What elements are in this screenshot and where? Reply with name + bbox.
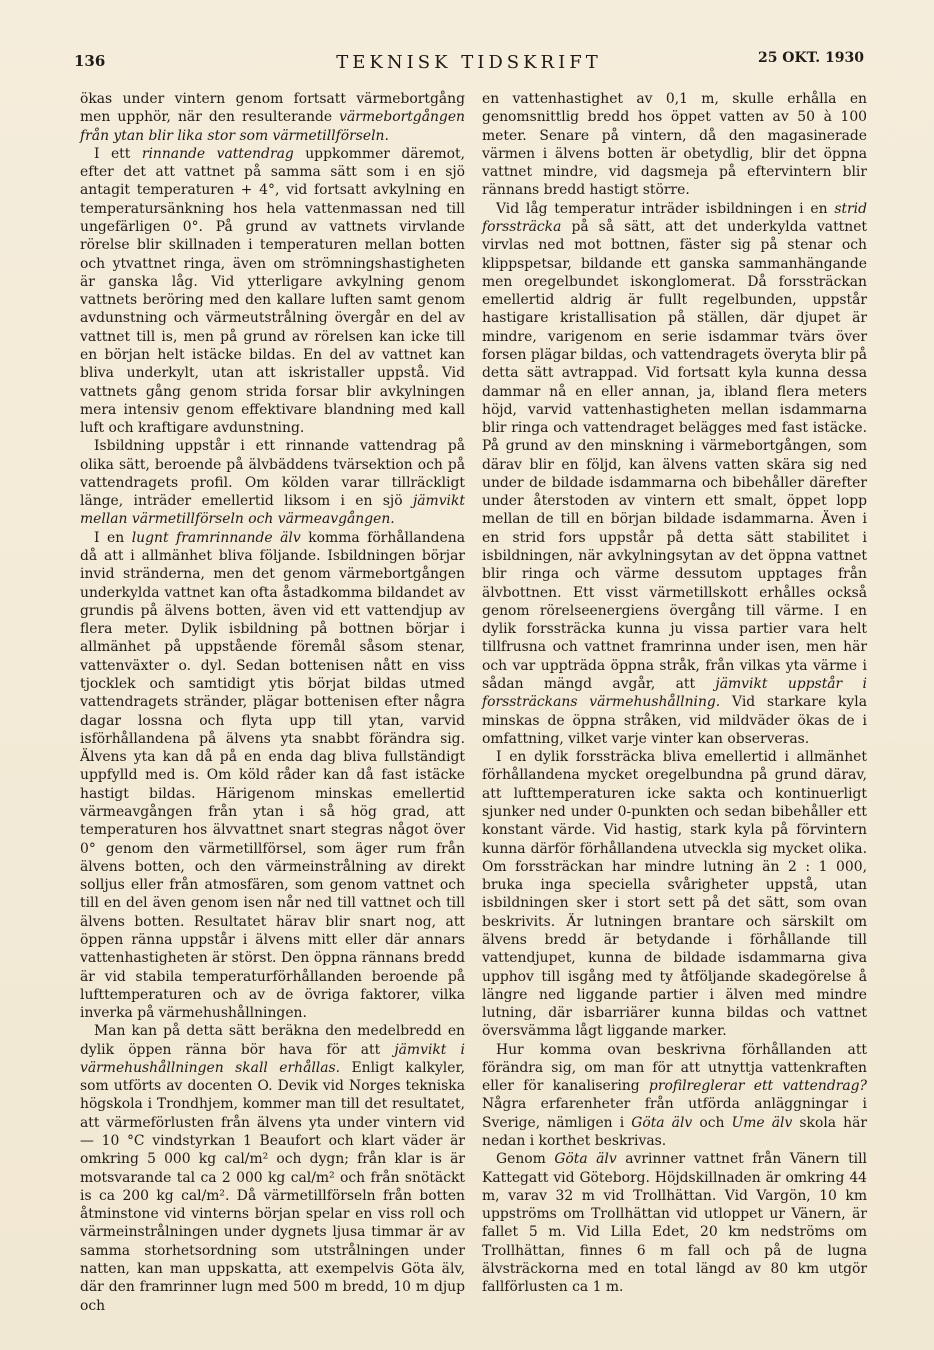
- paragraph: I ett rinnande vattendrag uppkommer däremot, efter det att vattnet på samma sätt som i en sjö antagit temperaturen + 4°, vid fortsatt avkylning en temperatursänkning hos hela vattenmassan ned till ungefärligen 0°. På grund av vattnets virvlande rörelse blir skillnaden i temperaturen mellan botten och ytvattnet ringa, även om strömningshastigheten är ganska låg. Vid ytterligare avkylning genom vattnets beröring med den kallare luften samt genom avdunstning och värmeutstrålning övergår en del av vattnet till is, men på grund av rörelsen kan icke till en början helt istäcke bildas. En del av vattnet kan bliva underkylt, utan att iskristaller uppstå. Vid vattnets gång genom strida forsar blir avkylningen mera intensiv genom effektivare blandning med kall luft och kraftigare avdunstning.: [80, 145, 465, 437]
- journal-title: TEKNISK TIDSKRIFT: [336, 52, 602, 73]
- paragraph: Vid låg temperatur inträder isbildningen i en strid forssträcka på så sätt, att det underkylda vattnet virvlas ned mot bottnen, fäster sig på stenar och klippspetsar, bildande ett ganska sammanhängande men oregelbundet iskonglomerat. Då forssträckan emellertid aldrig är fullt regelbunden, uppstår hastigare kristallisation på ställen, där djupet är mindre, varigenom en serie isdammar tvärs över forsen plägar bildas, och vattendragets överyta blir på detta sätt avtrappad. Vid fortsatt kyla kunna dessa dammar nå en eller annan, ja, ibland flera meters höjd, varvid vattenhastigheten mellan isdammarna blir ringa och vattendraget belägges med fast istäcke. På grund av den minskning i värmebortgången, som därav blir en följd, kan älvens vatten skära sig ned under de bildade isdammarna och bibehåller därefter under återstoden av vintern ett smalt, öppet lopp mellan de till en början bildade isdammarna. Även i en strid fors uppstår på detta sätt stabilitet i isbildningen, när avkylningsytan av det öppna vattnet blir ringa och värme dessutom upptages från älvbottnen. Ett visst värmetillskott erhålles också genom rörelseenergiens övergång till värme. I en dylik forssträcka kunna ju vissa partier vara helt tillfrusna och vattnet framrinna under isen, men här och var uppträda öppna stråk, från vilkas yta värme i sådan mängd avgår, att jämvikt uppstår i forssträckans värmehushållning. Vid starkare kyla minskas de öppna stråken, vid mildväder ökas de i omfattning, vilket varje vinter kan observeras.: [482, 200, 867, 747]
- right-column: [482, 90, 867, 1297]
- page-header: [74, 50, 864, 78]
- paragraph: en vattenhastighet av 0,1 m, skulle erhålla en genomsnittlig bredd hos öppet vatten av 50 à 100 meter. Senare på vintern, då den magasinerade värmen i älvens botten är obetydlig, blir det öppna vattnet mindre, vid dagsmeja på eftervintern blir rännans bredd hastigt större.: [482, 91, 867, 199]
- paragraph: Isbildning uppstår i ett rinnande vattendrag på olika sätt, beroende på älvbäddens tvärsektion och på vattendragets profil. Om kölden varar tillräckligt länge, inträder emellertid liksom i en sjö jämvikt mellan värmetillförseln och värmeavgången.: [80, 438, 465, 528]
- paragraph: I en dylik forssträcka bliva emellertid i allmänhet förhållandena mycket oregelbundna på grund därav, att lufttemperaturen icke sakta och kontinuerligt sjunker ned under 0-punkten och sedan bibehåller ett konstant värde. Vid hastig, stark kyla på förvintern kunna därför förhållandena utveckla sig mycket olika. Om forssträckan har mindre lutning än 2 : 1 000, bruka inga speciella svårigheter uppstå, utan isbildningen sker i stort sett på det sätt, som ovan beskrivits. Är lutningen brantare och särskilt om älvens bredd är betydande i förhållande till vattendjupet, kunna de bildade isdammarna giva upphov till isgång med ty åtföljande skadegörelse å längre ned liggande partier i älven med mindre lutning, där isbarriärer kunna bildas och vattnet översvämma lågt liggande marker.: [482, 749, 867, 1040]
- issue-date: 25 OKT. 1930: [757, 50, 864, 66]
- paragraph: Hur komma ovan beskrivna förhållanden att förändra sig, om man för att utnyttja vattenkraften eller för kanalisering profilreglerar ett vattendrag? Några erfarenheter från utförda anläggningar i Sverige, nämligen i Göta älv och Ume älv skola här nedan i korthet beskrivas.: [482, 1041, 867, 1150]
- paragraph: ökas under vintern genom fortsatt värmebortgång men upphör, när den resulterande värmebortgången från ytan blir lika stor som värmetillförseln.: [80, 91, 465, 144]
- paragraph: I en lugnt framrinnande älv komma förhållandena då att i allmänhet bliva följande. Isbildningen börjar invid stränderna, men det genom värmebortgången underkylda vattnet kan ofta åstadkomma bildandet av grundis på älvens botten, även vid ett vattendjup av flera meter. Dylik isbildning på bottnen börjar i allmänhet på uppstående föremål såsom stenar, vattenväxter o. dyl. Sedan bottenisen nått en viss tjocklek och samtidigt ytis börjat bildas utmed vattendragets stränder, plägar bottenisen efter några dagar lossna och flyta upp till ytan, varvid isförhållandena på älvens yta snabbt förändra sig. Älvens yta kan då på en enda dag bliva fullständigt uppfylld med is. Om köld råder kan då fast istäcke hastigt bildas. Härigenom minskas emellertid värmeavgången från ytan i så hög grad, att temperaturen hos älvvattnet snart stegras något över 0° genom den värmetillförsel, som äger rum från älvens botten, och den värmeinstrålning av direkt solljus eller från atmosfären, som genom vattnet och till en del även genom isen når ned till vattnet och till älvens botten. Resultatet härav blir snart nog, att öppen ränna uppstår i älvens mitt eller där annars vattenhastigheten är störst. Den öppna rännans bredd är vid stabila temperaturförhållanden beroende på lufttemperaturen och av de övriga faktorer, vilka inverka på värmehushållningen.: [80, 529, 466, 1022]
- paragraph: Man kan på detta sätt beräkna den medelbredd en dylik öppen ränna bör hava för att jämvikt i värmehushållningen skall erhållas. Enligt kalkyler, som utförts av docenten O. Devik vid Norges tekniska högskola i Trondhjem, kommer man till det resultatet, att värmeförlusten från älvens yta under vintern vid — 10 °C vindstyrkan 1 Beaufort och klart väder är omkring 5 000 kg cal/m² och dygn; från klar is är motsvarande tal ca 2 000 kg cal/m² och från snötäckt is ca 200 kg cal/m². Då värmetillförseln från botten åtminstone vid vinterns början spelar en viss roll och värmeinstrålningen under dygnets ljusa timmar är av samma storhetsordning som utstrålningen under natten, kan man uppskatta, att exempelvis Göta älv, där den framrinner lugn med 500 m bredd, 10 m djup och: [80, 1023, 465, 1314]
- paragraph: Genom Göta älv avrinner vattnet från Vänern till Kattegatt vid Göteborg. Höjdskillnaden är omkring 44 m, varav 32 m vid Trollhättan. Vid Vargön, 10 km uppströms om Trollhättan vid utloppet ur Vänern, är fallet 5 m. Vid Lilla Edet, 20 km nedströms om Trollhättan, finnes 6 m fall och på de lugna älvsträckorna med en total längd av 80 km utgör fallförlusten ca 1 m.: [482, 1151, 867, 1296]
- page-number: 136: [74, 52, 106, 70]
- left-column: [80, 90, 465, 1315]
